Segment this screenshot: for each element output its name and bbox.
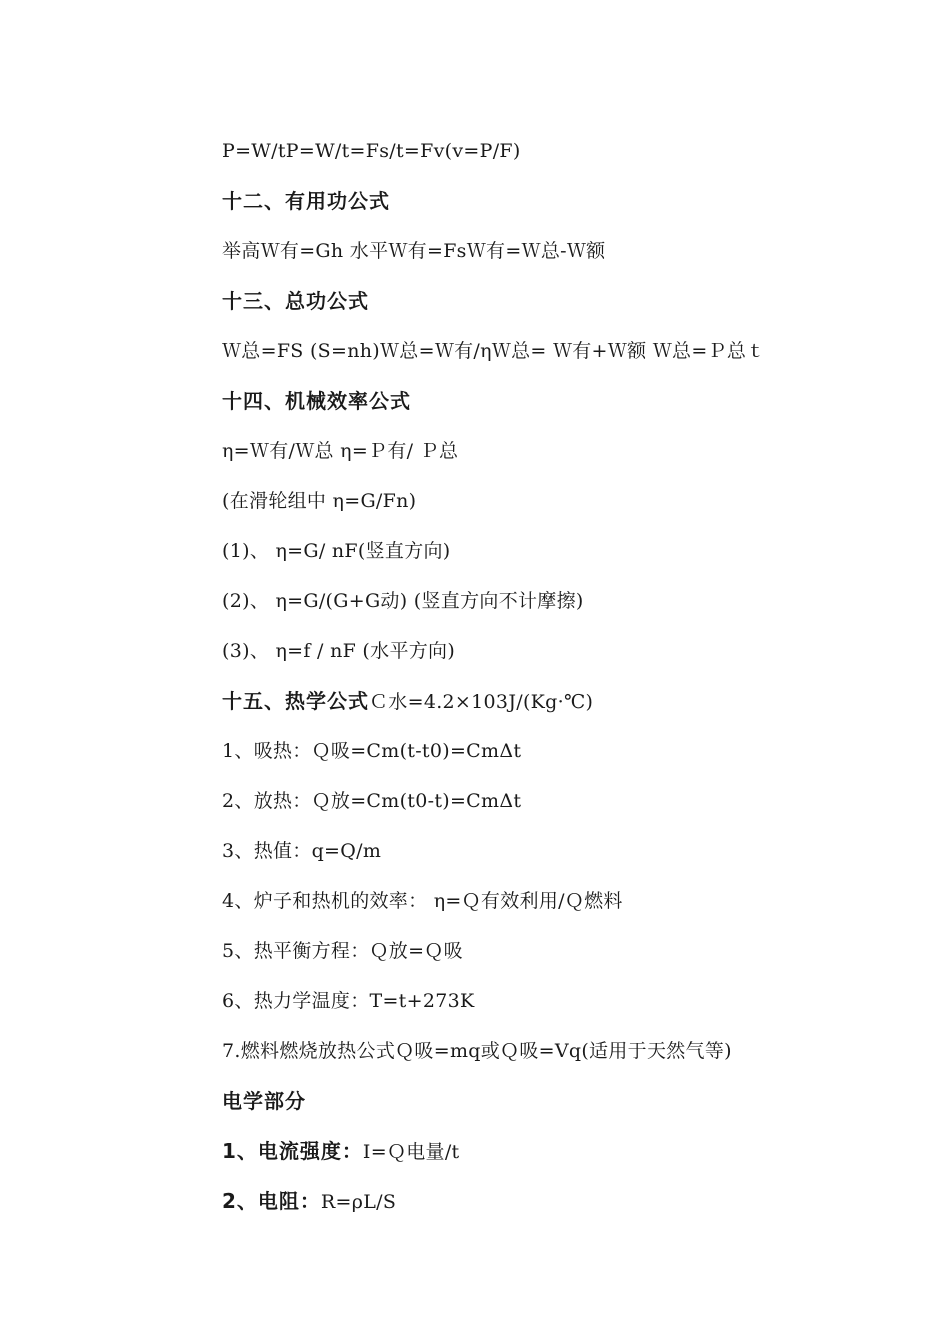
heading-text: 2、电阻： (222, 1189, 321, 1213)
formula-text: 1、吸热：Ｑ吸=Cm(t-t0)=CmΔt (222, 740, 522, 762)
formula-text: (3)、 η=f / nF (水平方向) (222, 640, 456, 662)
formula-line (222, 934, 922, 984)
heading-text: 1、电流强度： (222, 1139, 363, 1163)
heading-text: 电学部分 (222, 1089, 306, 1113)
section-heading (222, 284, 922, 334)
formula-text: 2、放热：Ｑ放=Cm(t0-t)=CmΔt (222, 790, 522, 812)
formula-text: 4、炉子和热机的效率： η=Ｑ有效利用/Ｑ燃料 (222, 890, 623, 912)
heading-text: 十四、机械效率公式 (222, 389, 411, 413)
heading-text: 十二、有用功公式 (222, 189, 390, 213)
formula-line (222, 534, 922, 584)
formula-text: 7.燃料燃烧放热公式Ｑ吸=mq或Ｑ吸=Vq(适用于天然气等) (222, 1040, 732, 1062)
formula-text: I=Ｑ电量/t (362, 1141, 460, 1163)
formula-line (222, 984, 922, 1034)
section-heading (222, 1084, 922, 1134)
formula-text: 6、热力学温度：T=t+273K (222, 990, 475, 1012)
formula-text: (在滑轮组中 η=G/Fn) (222, 490, 417, 512)
formula-line (222, 634, 922, 684)
formula-line (222, 484, 922, 534)
document-page (222, 134, 922, 1234)
formula-line (222, 134, 922, 184)
formula-text: P=W/tP=W/t=Fs/t=Fv(v=P/F) (222, 140, 521, 162)
formula-line (222, 734, 922, 784)
formula-text: (2)、 η=G/(G+G动) (竖直方向不计摩擦) (222, 590, 584, 612)
section-heading (222, 384, 922, 434)
heading-text: 十三、总功公式 (222, 289, 369, 313)
formula-text: 5、热平衡方程：Ｑ放=Ｑ吸 (222, 940, 463, 962)
formula-text: 举高Ｗ有=Gh 水平Ｗ有=FsＷ有=Ｗ总-Ｗ额 (222, 240, 606, 262)
formula-line (222, 234, 922, 284)
section-heading (222, 184, 922, 234)
mixed-line (222, 1184, 922, 1234)
formula-text: R=ρL/S (320, 1191, 397, 1213)
formula-line (222, 1034, 922, 1084)
mixed-line (222, 684, 922, 734)
formula-text: (1)、 η=G/ nF(竖直方向) (222, 540, 451, 562)
formula-line (222, 584, 922, 634)
formula-line (222, 334, 922, 384)
formula-text: 3、热值：q=Q/m (222, 840, 382, 862)
formula-line (222, 884, 922, 934)
formula-line (222, 434, 922, 484)
formula-line (222, 834, 922, 884)
formula-text: η=Ｗ有/Ｗ总 η=Ｐ有/ Ｐ总 (222, 440, 459, 462)
formula-text: Ｗ总=FS (S=nh)Ｗ总=Ｗ有/ηＷ总= Ｗ有+Ｗ额 Ｗ总=Ｐ总ｔ (222, 340, 766, 362)
formula-text: Ｃ水=4.2×103J/(Kg·℃) (369, 691, 594, 713)
mixed-line (222, 1134, 922, 1184)
formula-line (222, 784, 922, 834)
heading-text: 十五、热学公式 (222, 689, 369, 713)
